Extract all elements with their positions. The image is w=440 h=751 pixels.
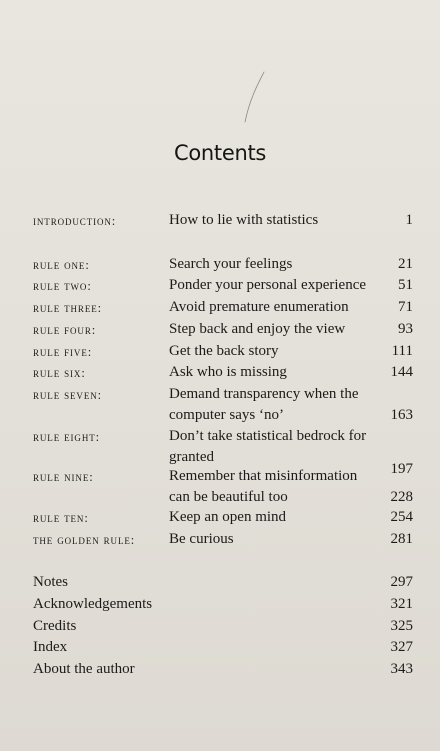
toc-title: Avoid premature enumeration — [169, 299, 349, 315]
toc-title: Get the back story — [169, 343, 279, 359]
toc-title-line-1: Remember that misinformation — [169, 468, 358, 484]
toc-label: rule seven: — [33, 388, 102, 402]
toc-page-number: 254 — [390, 509, 413, 525]
toc-title: How to lie with statistics — [169, 212, 319, 228]
toc-label: rule nine: — [33, 470, 94, 484]
toc-title: Search your feelings — [169, 256, 293, 272]
toc-label: rule two: — [33, 279, 92, 293]
toc-label: rule six: — [33, 366, 86, 380]
toc-page-number: 197 — [390, 461, 413, 477]
toc-label: introduction: — [33, 214, 117, 228]
toc-page-number: 327 — [390, 639, 413, 655]
toc-title: Keep an open mind — [169, 509, 287, 525]
toc-page-number: 343 — [390, 661, 413, 677]
toc-title: About the author — [33, 661, 135, 677]
toc-label: rule eight: — [33, 430, 100, 444]
toc-title-line-2: computer says ‘no’ — [169, 407, 284, 423]
toc-page-number: 163 — [390, 407, 413, 423]
toc-page-number: 71 — [398, 299, 413, 315]
toc-page-number: 297 — [390, 574, 413, 590]
toc-title: Index — [33, 639, 68, 655]
toc-page-number: 93 — [398, 321, 413, 337]
toc-page-number: 51 — [398, 277, 413, 293]
toc-label: rule ten: — [33, 511, 89, 525]
toc-title: Ask who is missing — [169, 364, 287, 380]
toc-title-line-2: granted — [169, 449, 214, 465]
toc-label: the golden rule: — [33, 533, 136, 547]
toc-page-number: 325 — [390, 618, 413, 634]
toc-title: Ponder your personal experience — [169, 277, 367, 293]
toc-page-number: 1 — [405, 212, 413, 228]
toc-page-number: 21 — [398, 256, 413, 272]
toc-title: Step back and enjoy the view — [169, 321, 346, 337]
page-title: Contents — [173, 141, 267, 165]
toc-title: Credits — [33, 618, 77, 634]
toc-title-line-1: Don’t take statistical bedrock for — [169, 428, 367, 444]
toc-title-line-2: can be beautiful too — [169, 489, 288, 505]
toc-page-number: 111 — [391, 343, 413, 359]
toc-label: rule four: — [33, 323, 97, 337]
toc-title: Acknowledgements — [33, 596, 153, 612]
toc-label: rule five: — [33, 345, 93, 359]
toc-label: rule one: — [33, 258, 90, 272]
toc-title-line-1: Demand transparency when the — [169, 386, 359, 402]
toc-page-number: 144 — [390, 364, 413, 380]
toc-page-number: 281 — [390, 531, 413, 547]
toc-title: Notes — [33, 574, 68, 590]
toc-title: Be curious — [169, 531, 234, 547]
toc-page-number: 321 — [390, 596, 413, 612]
toc-label: rule three: — [33, 301, 102, 315]
toc-page-number: 228 — [390, 489, 413, 505]
